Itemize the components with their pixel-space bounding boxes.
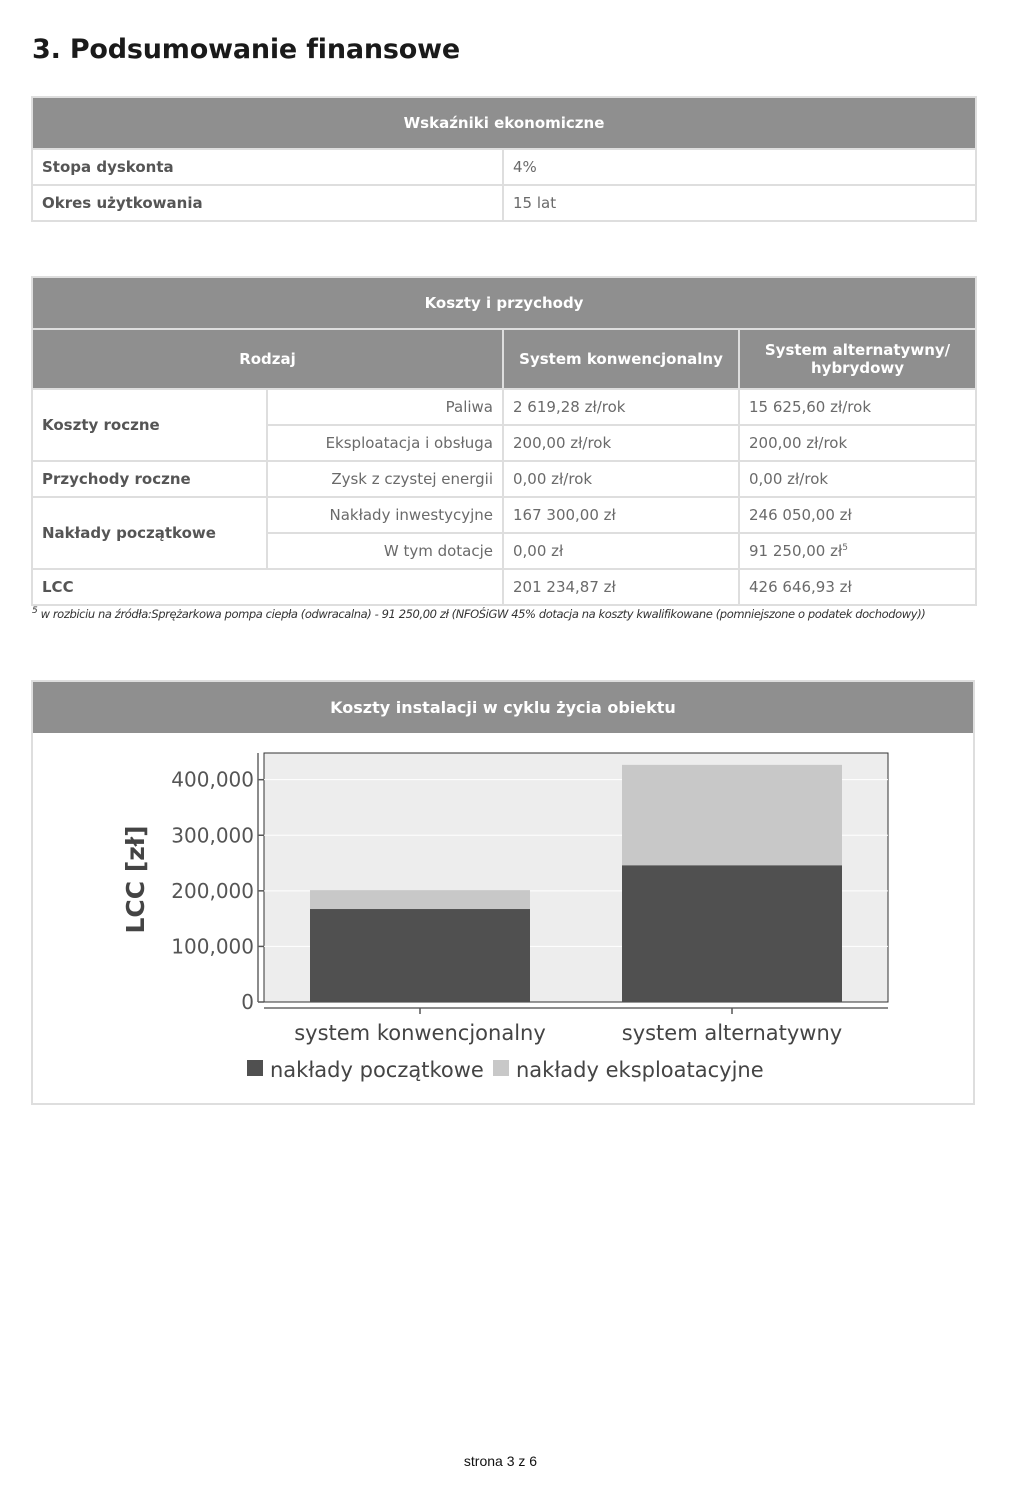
costs-header: Koszty i przychody (32, 277, 976, 329)
discount-rate-value: 4% (503, 149, 976, 185)
clean-energy-conv: 0,00 zł/rok (503, 461, 739, 497)
costs-revenue-table (31, 276, 977, 606)
lcc-chart (33, 733, 973, 1103)
indicators-header: Wskaźniki ekonomiczne (32, 97, 976, 149)
chart-title: Koszty instalacji w cyklu życia obiektu (33, 682, 973, 733)
table-row (32, 497, 976, 533)
table-row (32, 149, 976, 185)
legend-swatch-operating (493, 1060, 509, 1076)
lcc-alt: 426 646,93 zł (739, 569, 976, 605)
subsidy-conv: 0,00 zł (503, 533, 739, 569)
col-alternative-header: System alternatywny/ hybrydowy (739, 329, 976, 389)
economic-indicators-table (31, 96, 977, 222)
col-type-header: Rodzaj (32, 329, 503, 389)
investment-conv: 167 300,00 zł (503, 497, 739, 533)
operation-alt: 200,00 zł/rok (739, 425, 976, 461)
discount-rate-label: Stopa dyskonta (32, 149, 503, 185)
footnote-text: w rozbiciu na źródła:Sprężarkowa pompa ciepła (odwracalna) - 91 250,00 zł (NFOŚiGW 45% dotacja na koszty kwalifikowane (pomniejszone o podatek dochodowy)) (40, 606, 926, 621)
x-tick-label: system alternatywny (621, 1021, 843, 1045)
legend-label-initial: nakłady początkowe (270, 1058, 484, 1082)
page-number: strona 3 z 6 (463, 1453, 538, 1469)
table-row (32, 185, 976, 221)
investment-alt: 246 050,00 zł (739, 497, 976, 533)
x-tick-label: system konwencjonalny (294, 1021, 546, 1045)
subsidy-alt-value: 91 250,00 zł (749, 542, 843, 560)
legend-label-operating: nakłady eksploatacyjne (516, 1058, 764, 1082)
bar-initial-1 (622, 865, 842, 1002)
clean-energy-alt: 0,00 zł/rok (739, 461, 976, 497)
y-axis-title: LCC [zł] (121, 825, 150, 934)
col-conventional-header: System konwencjonalny (503, 329, 739, 389)
footnote (32, 606, 992, 621)
lcc-chart-panel (31, 680, 975, 1105)
y-tick-label: 200,000 (171, 878, 254, 903)
fuel-label: Paliwa (267, 389, 503, 425)
page-title: 3. Podsumowanie finansowe (32, 34, 460, 65)
table-row (32, 389, 976, 425)
lcc-label: LCC (32, 569, 503, 605)
table-row (32, 569, 976, 605)
subsidy-alt (739, 533, 976, 569)
operation-label: Eksploatacja i obsługa (267, 425, 503, 461)
annual-costs-label: Koszty roczne (32, 389, 267, 461)
footnote-mark: 5 (32, 606, 38, 616)
initial-outlay-label: Nakłady początkowe (32, 497, 267, 569)
table-row (32, 461, 976, 497)
bar-initial-0 (310, 909, 530, 1002)
bar-operating-0 (310, 890, 530, 909)
investment-label: Nakłady inwestycyjne (267, 497, 503, 533)
y-tick-label: 0 (241, 990, 254, 1014)
y-tick-label: 400,000 (171, 767, 254, 792)
operation-conv: 200,00 zł/rok (503, 425, 739, 461)
fuel-conv: 2 619,28 zł/rok (503, 389, 739, 425)
fuel-alt: 15 625,60 zł/rok (739, 389, 976, 425)
y-tick-label: 100,000 (171, 934, 254, 959)
lcc-conv: 201 234,87 zł (503, 569, 739, 605)
annual-revenue-label: Przychody roczne (32, 461, 267, 497)
y-tick-label: 300,000 (171, 823, 254, 848)
clean-energy-label: Zysk z czystej energii (267, 461, 503, 497)
bar-operating-1 (622, 765, 842, 865)
footnote-ref: 5 (842, 543, 848, 553)
legend-swatch-initial (247, 1060, 263, 1076)
lifetime-value: 15 lat (503, 185, 976, 221)
lifetime-label: Okres użytkowania (32, 185, 503, 221)
subsidy-label: W tym dotacje (267, 533, 503, 569)
